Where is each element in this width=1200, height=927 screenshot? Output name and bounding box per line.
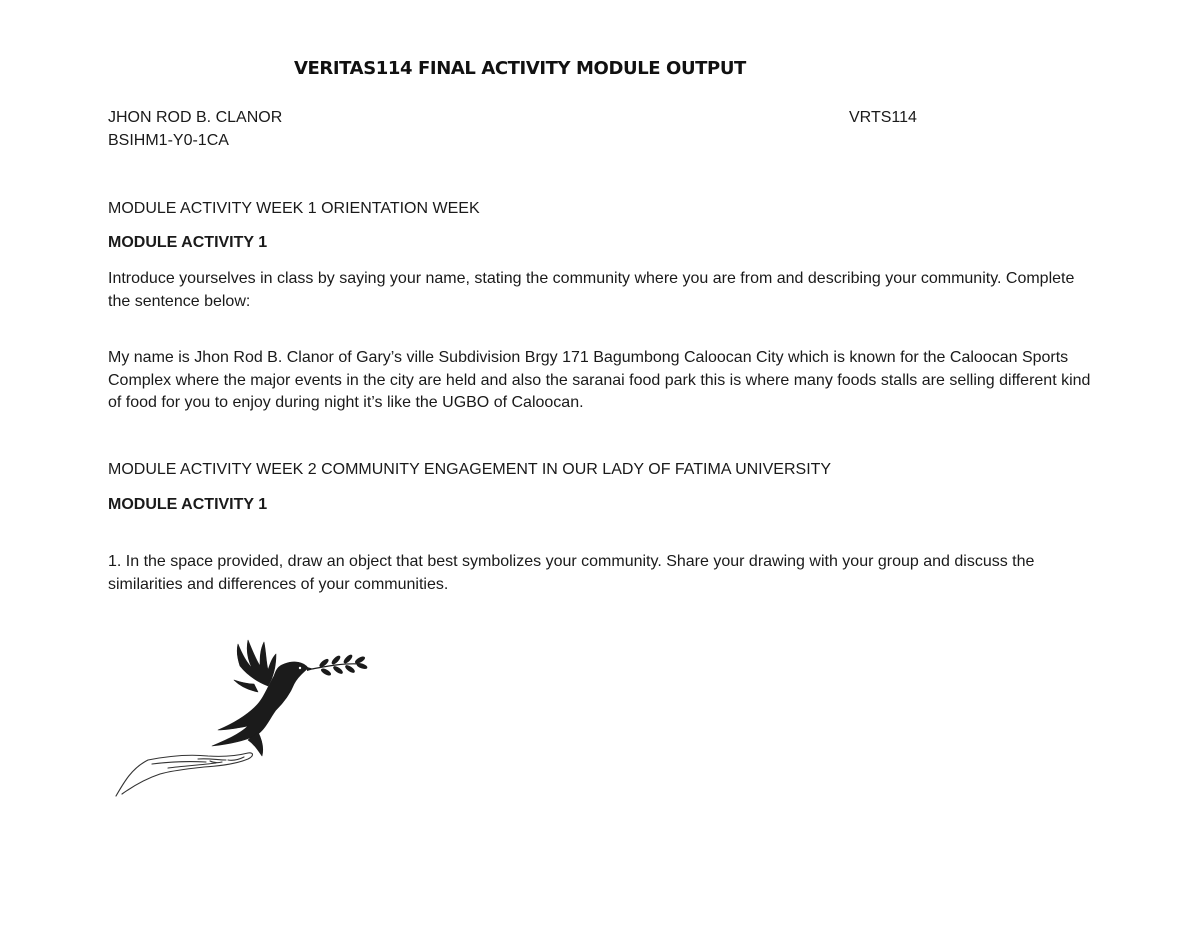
week1-answer: My name is Jhon Rod B. Clanor of Gary’s ville Subdivision Brgy 171 Bagumbong Caloocan City which is known for the Caloocan Sports Complex where the major events in the city are held and also the saranai food park this is where many foods stalls are selling different kind of food for you to enjoy during night it’s like the UGBO of Caloocan. [108,349,1091,412]
student-name: JHON ROD B. CLANOR [108,109,283,126]
week2-instructions: 1. In the space provided, draw an object that best symbolizes your community. Share your drawing with your group and discuss the similarities and differences of your communities. [108,553,1035,593]
week2-heading: MODULE ACTIVITY WEEK 2 COMMUNITY ENGAGEMENT IN OUR LADY OF FATIMA UNIVERSITY [108,461,832,478]
dove-with-olive-branch-over-hand-icon [108,632,370,804]
document-title: VERITAS114 FINAL ACTIVITY MODULE OUTPUT [294,58,746,79]
week1-heading: MODULE ACTIVITY WEEK 1 ORIENTATION WEEK [108,200,480,217]
course-code: VRTS114 [849,109,917,126]
student-section: BSIHM1-Y0-1CA [108,132,229,149]
week2-activity-label: MODULE ACTIVITY 1 [108,496,268,513]
week1-activity-label: MODULE ACTIVITY 1 [108,234,268,251]
week1-instructions: Introduce yourselves in class by saying your name, stating the community where you are from and describing your community. Complete the sentence below: [108,270,1075,310]
